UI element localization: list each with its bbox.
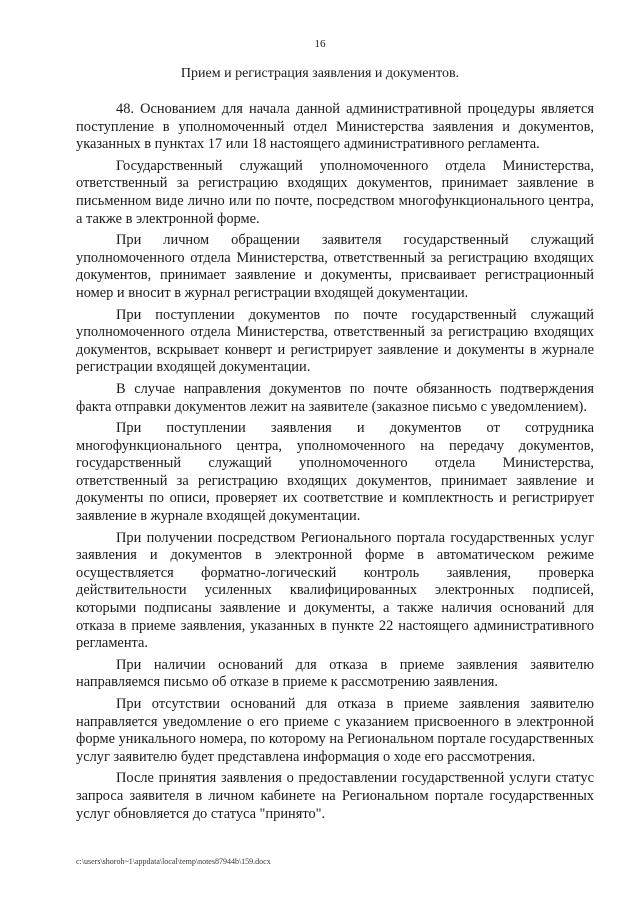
- paragraph: 48. Основанием для начала данной административной процедуры является поступление в уполномоченный отдел Министерства заявления и документов, указанных в пунктах 17 или 18 настоящего административного регламента.: [76, 101, 594, 153]
- paragraph: При получении посредством Регионального портала государственных услуг заявления и документов в электронной форме в автоматическом режиме осуществляется форматно-логический контроль заявления, проверка действительности усиленных квалифицированных электронных подписей, которыми подписаны заявление и документы, а также наличия оснований для отказа в приеме заявления, указанных в пункте 22 настоящего административного регламента.: [76, 529, 594, 652]
- document-body: [76, 101, 594, 827]
- paragraph: Государственный служащий уполномоченного отдела Министерства, ответственный за регистрацию входящих документов, принимает заявление в письменном виде лично или по почте, посредством многофункционального центра, а также в электронной форме.: [76, 157, 594, 227]
- paragraph: При личном обращении заявителя государственный служащий уполномоченного отдела Министерства, ответственный за регистрацию входящих документов, принимает заявление и документы, присваивает регистрационный номер и вносит в журнал регистрации входящей документации.: [76, 232, 594, 301]
- paragraph: При поступлении документов по почте государственный служащий уполномоченного отдела Министерства, ответственный за регистрацию входящих документов, вскрывает конверт и регистрирует заявление и документы в журнале регистрации входящей документации.: [76, 306, 594, 376]
- section-title: Прием и регистрация заявления и документов.: [180, 66, 460, 81]
- footer-file-path: c:\users\shoroh~1\appdata\local\temp\notes87944b\159.docx: [76, 857, 271, 866]
- paragraph: При поступлении заявления и документов от сотрудника многофункционального центра, уполномоченного на передачу документов, государственный служащий уполномоченного отдела Министерства, ответственный за регистрацию входящих документов, принимает заявление и документы по описи, проверяет их соответствие и комплектность и регистрирует заявление в журнале входящей документации.: [76, 420, 594, 525]
- page-number: 16: [314, 38, 326, 50]
- paragraph: При наличии оснований для отказа в приеме заявления заявителю направляемся письмо об отказе в приеме к рассмотрению заявления.: [76, 656, 594, 691]
- paragraph: После принятия заявления о предоставлении государственной услуги статус запроса заявителя в личном кабинете на Региональном портале государственных услуг обновляется до статуса "принято".: [76, 770, 594, 822]
- paragraph: При отсутствии оснований для отказа в приеме заявления заявителю направляется уведомление о его приеме с указанием присвоенного в электронной форме уникального номера, по которому на Региональном портале государственных услуг заявителю будет представлена информация о ходе его рассмотрения.: [76, 696, 594, 765]
- paragraph: В случае направления документов по почте обязанность подтверждения факта отправки документов лежит на заявителе (заказное письмо с уведомлением).: [76, 380, 594, 415]
